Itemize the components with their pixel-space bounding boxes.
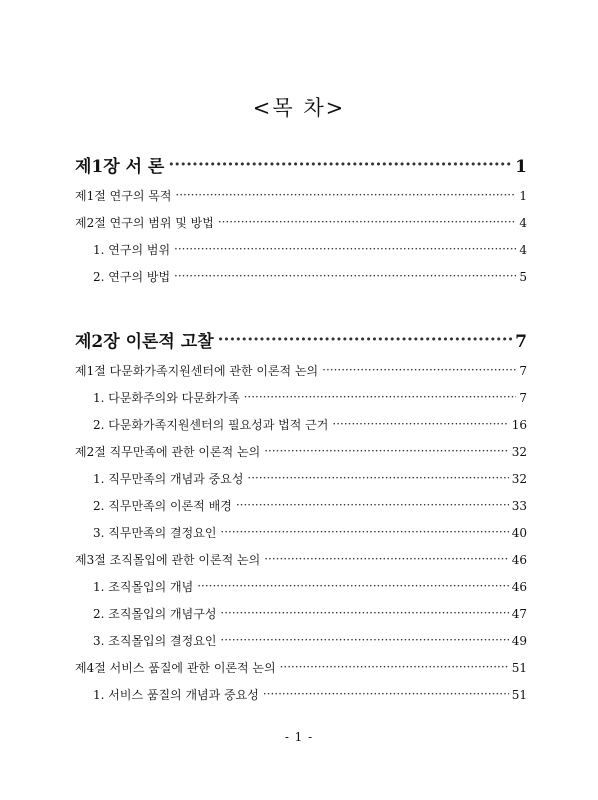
dot-leader bbox=[244, 390, 517, 402]
toc-chapter-label: 제1장 서 론 bbox=[75, 157, 165, 177]
toc-subsection-label: 1. 다문화주의와 다문화가족 bbox=[93, 391, 240, 405]
toc-chapter-1[interactable] bbox=[75, 152, 527, 177]
toc-section-label: 제1절 연구의 목적 bbox=[75, 189, 172, 203]
dot-leader bbox=[168, 155, 512, 172]
toc-section-label: 제1절 다문화가족지원센터에 관한 이론적 논의 bbox=[75, 364, 319, 378]
toc-page-number: 32 bbox=[511, 472, 527, 486]
dot-leader bbox=[236, 498, 509, 510]
toc-section-label: 제4절 서비스 품질에 관한 이론적 논의 bbox=[75, 661, 276, 675]
toc-section-label: 제2절 직무만족에 관한 이론적 논의 bbox=[75, 445, 261, 459]
toc-page-number: 32 bbox=[511, 445, 527, 459]
dot-leader bbox=[332, 417, 508, 429]
toc-subsection[interactable] bbox=[75, 470, 527, 487]
toc-page-number: 1 bbox=[519, 189, 527, 203]
dot-leader bbox=[218, 215, 517, 227]
toc-page-number: 46 bbox=[511, 580, 527, 594]
toc-subsection[interactable] bbox=[75, 389, 527, 406]
dot-leader bbox=[220, 633, 508, 645]
toc-page-number: 1 bbox=[515, 157, 527, 177]
toc-page-number: 51 bbox=[511, 661, 527, 675]
toc-subsection[interactable] bbox=[75, 524, 527, 541]
toc-chapter-label: 제2장 이론적 고찰 bbox=[75, 332, 214, 352]
toc-subsection[interactable] bbox=[75, 632, 527, 649]
toc-page-number: 7 bbox=[515, 332, 527, 352]
dot-leader bbox=[263, 687, 509, 699]
toc-subsection[interactable] bbox=[75, 578, 527, 595]
toc-page-number: 7 bbox=[519, 364, 527, 378]
toc-section[interactable] bbox=[75, 443, 527, 460]
toc-section[interactable] bbox=[75, 214, 527, 231]
dot-leader bbox=[174, 242, 516, 254]
toc-page-number: 5 bbox=[519, 270, 527, 284]
toc-page-number: 40 bbox=[511, 526, 527, 540]
toc-page-number: 49 bbox=[511, 634, 527, 648]
dot-leader bbox=[175, 188, 516, 200]
toc-chapter-2[interactable] bbox=[75, 327, 527, 352]
dot-leader bbox=[220, 606, 508, 618]
dot-leader bbox=[197, 579, 508, 591]
toc-page-number: 47 bbox=[511, 607, 527, 621]
toc-page-number: 4 bbox=[519, 216, 527, 230]
toc-section-label: 제3절 조직몰입에 관한 이론적 논의 bbox=[75, 553, 261, 567]
toc-subsection[interactable] bbox=[75, 605, 527, 622]
toc-subsection-label: 1. 직무만족의 개념과 중요성 bbox=[93, 472, 244, 486]
dot-leader bbox=[218, 330, 513, 347]
toc-subsection[interactable] bbox=[75, 497, 527, 514]
toc-subsection-label: 2. 직무만족의 이론적 배경 bbox=[93, 499, 232, 513]
toc-section[interactable] bbox=[75, 187, 527, 204]
toc-page-number: 4 bbox=[519, 243, 527, 257]
toc-subsection-label: 1. 조직몰입의 개념 bbox=[93, 580, 194, 594]
toc-subsection-label: 1. 서비스 품질의 개념과 중요성 bbox=[93, 688, 259, 702]
toc-page-number: 16 bbox=[511, 418, 527, 432]
toc-subsection-label: 3. 조직몰입의 결정요인 bbox=[93, 634, 217, 648]
toc-subsection-label: 2. 다문화가족지원센터의 필요성과 법적 근거 bbox=[93, 418, 329, 432]
toc-section[interactable] bbox=[75, 362, 527, 379]
dot-leader bbox=[322, 363, 516, 375]
toc-subsection-label: 3. 직무만족의 결정요인 bbox=[93, 526, 217, 540]
toc-subsection[interactable] bbox=[75, 241, 527, 258]
toc-section-label: 제2절 연구의 범위 및 방법 bbox=[75, 216, 214, 230]
toc-section[interactable] bbox=[75, 659, 527, 676]
toc-subsection-label: 1. 연구의 범위 bbox=[93, 243, 171, 257]
toc-subsection-label: 2. 조직몰입의 개념구성 bbox=[93, 607, 217, 621]
toc-section[interactable] bbox=[75, 551, 527, 568]
dot-leader bbox=[264, 444, 509, 456]
page-footer-number: - 1 - bbox=[284, 730, 314, 744]
toc-subsection[interactable] bbox=[75, 268, 527, 285]
toc-title: <목 차> bbox=[252, 96, 346, 120]
toc-subsection[interactable] bbox=[75, 416, 527, 433]
toc-page-number: 51 bbox=[511, 688, 527, 702]
dot-leader bbox=[247, 471, 508, 483]
dot-leader bbox=[280, 660, 509, 672]
dot-leader bbox=[220, 525, 508, 537]
toc-page-number: 7 bbox=[519, 391, 527, 405]
toc-page-number: 46 bbox=[511, 553, 527, 567]
dot-leader bbox=[264, 552, 509, 564]
toc-page-number: 33 bbox=[511, 499, 527, 513]
toc-subsection-label: 2. 연구의 방법 bbox=[93, 270, 171, 284]
dot-leader bbox=[174, 269, 516, 281]
toc-subsection[interactable] bbox=[75, 686, 527, 703]
